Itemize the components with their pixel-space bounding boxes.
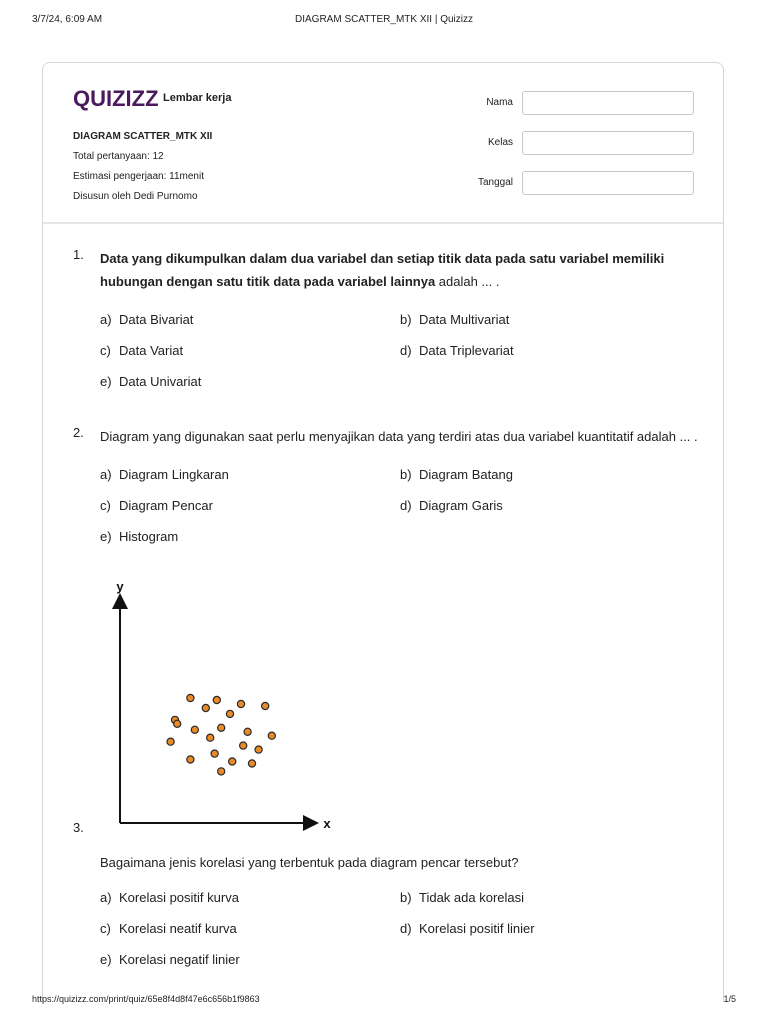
total-questions: Total pertanyaan: 12 <box>73 151 164 162</box>
name-field[interactable] <box>522 91 694 115</box>
y-axis-label: y <box>116 579 124 594</box>
question-number: 3. <box>73 820 84 835</box>
quizizz-logo <box>73 85 159 111</box>
scatter-point-2 <box>213 696 220 703</box>
q1-option-c[interactable]: c) Data Variat <box>100 343 184 358</box>
svg-text:QUIZIZZ: QUIZIZZ <box>73 86 159 111</box>
print-header <box>32 14 736 30</box>
scatter-diagram <box>111 575 341 837</box>
q3-option-e[interactable]: e) Korelasi negatif linier <box>100 952 240 967</box>
name-row <box>463 91 694 115</box>
question-number: 1. <box>73 247 84 262</box>
question-text: Diagram yang digunakan saat perlu menyajikan data yang terdiri atas dua variabel kuantitatif adalah ... . <box>100 429 698 444</box>
q3-option-b[interactable]: b) Tidak ada korelasi <box>400 890 525 905</box>
scatter-point-3 <box>237 700 244 707</box>
worksheet-header <box>43 63 723 224</box>
scatter-point-9 <box>191 726 198 733</box>
scatter-point-16 <box>255 746 262 753</box>
scatter-point-17 <box>187 756 194 763</box>
x-axis-label: x <box>323 816 331 831</box>
date-field[interactable] <box>522 171 694 195</box>
scatter-point-15 <box>240 742 247 749</box>
scatter-point-19 <box>229 758 236 765</box>
name-label: Nama <box>486 97 513 108</box>
class-label: Kelas <box>487 137 513 148</box>
scatter-point-18 <box>211 750 218 757</box>
print-title: DIAGRAM SCATTER_MTK XII | Quizizz <box>295 14 473 25</box>
brand-subtitle: Lembar kerja <box>163 92 232 104</box>
q1-option-e[interactable]: e) Data Univariat <box>100 374 202 389</box>
print-date: 3/7/24, 6:09 AM <box>32 14 103 25</box>
author: Disusun oleh Dedi Purnomo <box>73 191 198 202</box>
page-number: 1/5 <box>723 994 736 1004</box>
q3-option-d[interactable]: d) Korelasi positif linier <box>400 921 535 936</box>
scatter-point-1 <box>187 694 194 701</box>
q3-option-a[interactable]: a) Korelasi positif kurva <box>100 890 239 905</box>
scatter-point-10 <box>218 724 225 731</box>
quiz-meta <box>73 127 212 207</box>
q2-option-e[interactable]: e) Histogram <box>100 529 179 544</box>
q3-option-c[interactable]: c) Korelasi neatif kurva <box>100 921 237 936</box>
worksheet <box>42 62 724 1002</box>
class-row <box>463 131 694 155</box>
scatter-point-5 <box>202 704 209 711</box>
estimated-time: Estimasi pengerjaan: 11menit <box>73 171 204 182</box>
question-number: 2. <box>73 425 84 440</box>
question-text: Bagaimana jenis korelasi yang terbentuk pada diagram pencar tersebut? <box>100 855 519 870</box>
scatter-point-6 <box>226 710 233 717</box>
date-row <box>463 171 694 195</box>
data-points <box>167 694 275 775</box>
q2-option-d[interactable]: d) Diagram Garis <box>400 498 503 513</box>
q1-option-b[interactable]: b) Data Multivariat <box>400 312 510 327</box>
scatter-point-11 <box>244 728 251 735</box>
class-field[interactable] <box>522 131 694 155</box>
q1-option-a[interactable]: a) Data Bivariat <box>100 312 194 327</box>
scatter-point-21 <box>248 760 255 767</box>
print-footer <box>32 994 736 1008</box>
q2-option-c[interactable]: c) Diagram Pencar <box>100 498 213 513</box>
scatter-point-8 <box>174 720 181 727</box>
q1-option-d[interactable]: d) Data Triplevariat <box>400 343 514 358</box>
question-text: Data yang dikumpulkan dalam dua variabel dan setiap titik data pada satu variabel memiliki hubungan dengan satu titik data pada variabel lainnya adalah ... . <box>100 251 665 289</box>
scatter-point-14 <box>207 734 214 741</box>
scatter-point-7 <box>262 702 269 709</box>
scatter-point-13 <box>167 738 174 745</box>
date-label: Tanggal <box>477 177 513 188</box>
print-url: https://quizizz.com/print/quiz/65e8f4d8f47e6c656b1f9863 <box>32 994 260 1004</box>
scatter-point-20 <box>218 768 225 775</box>
q2-option-b[interactable]: b) Diagram Batang <box>400 467 513 482</box>
quiz-title: DIAGRAM SCATTER_MTK XII <box>73 131 213 142</box>
q2-option-a[interactable]: a) Diagram Lingkaran <box>100 467 229 482</box>
scatter-point-12 <box>268 732 275 739</box>
